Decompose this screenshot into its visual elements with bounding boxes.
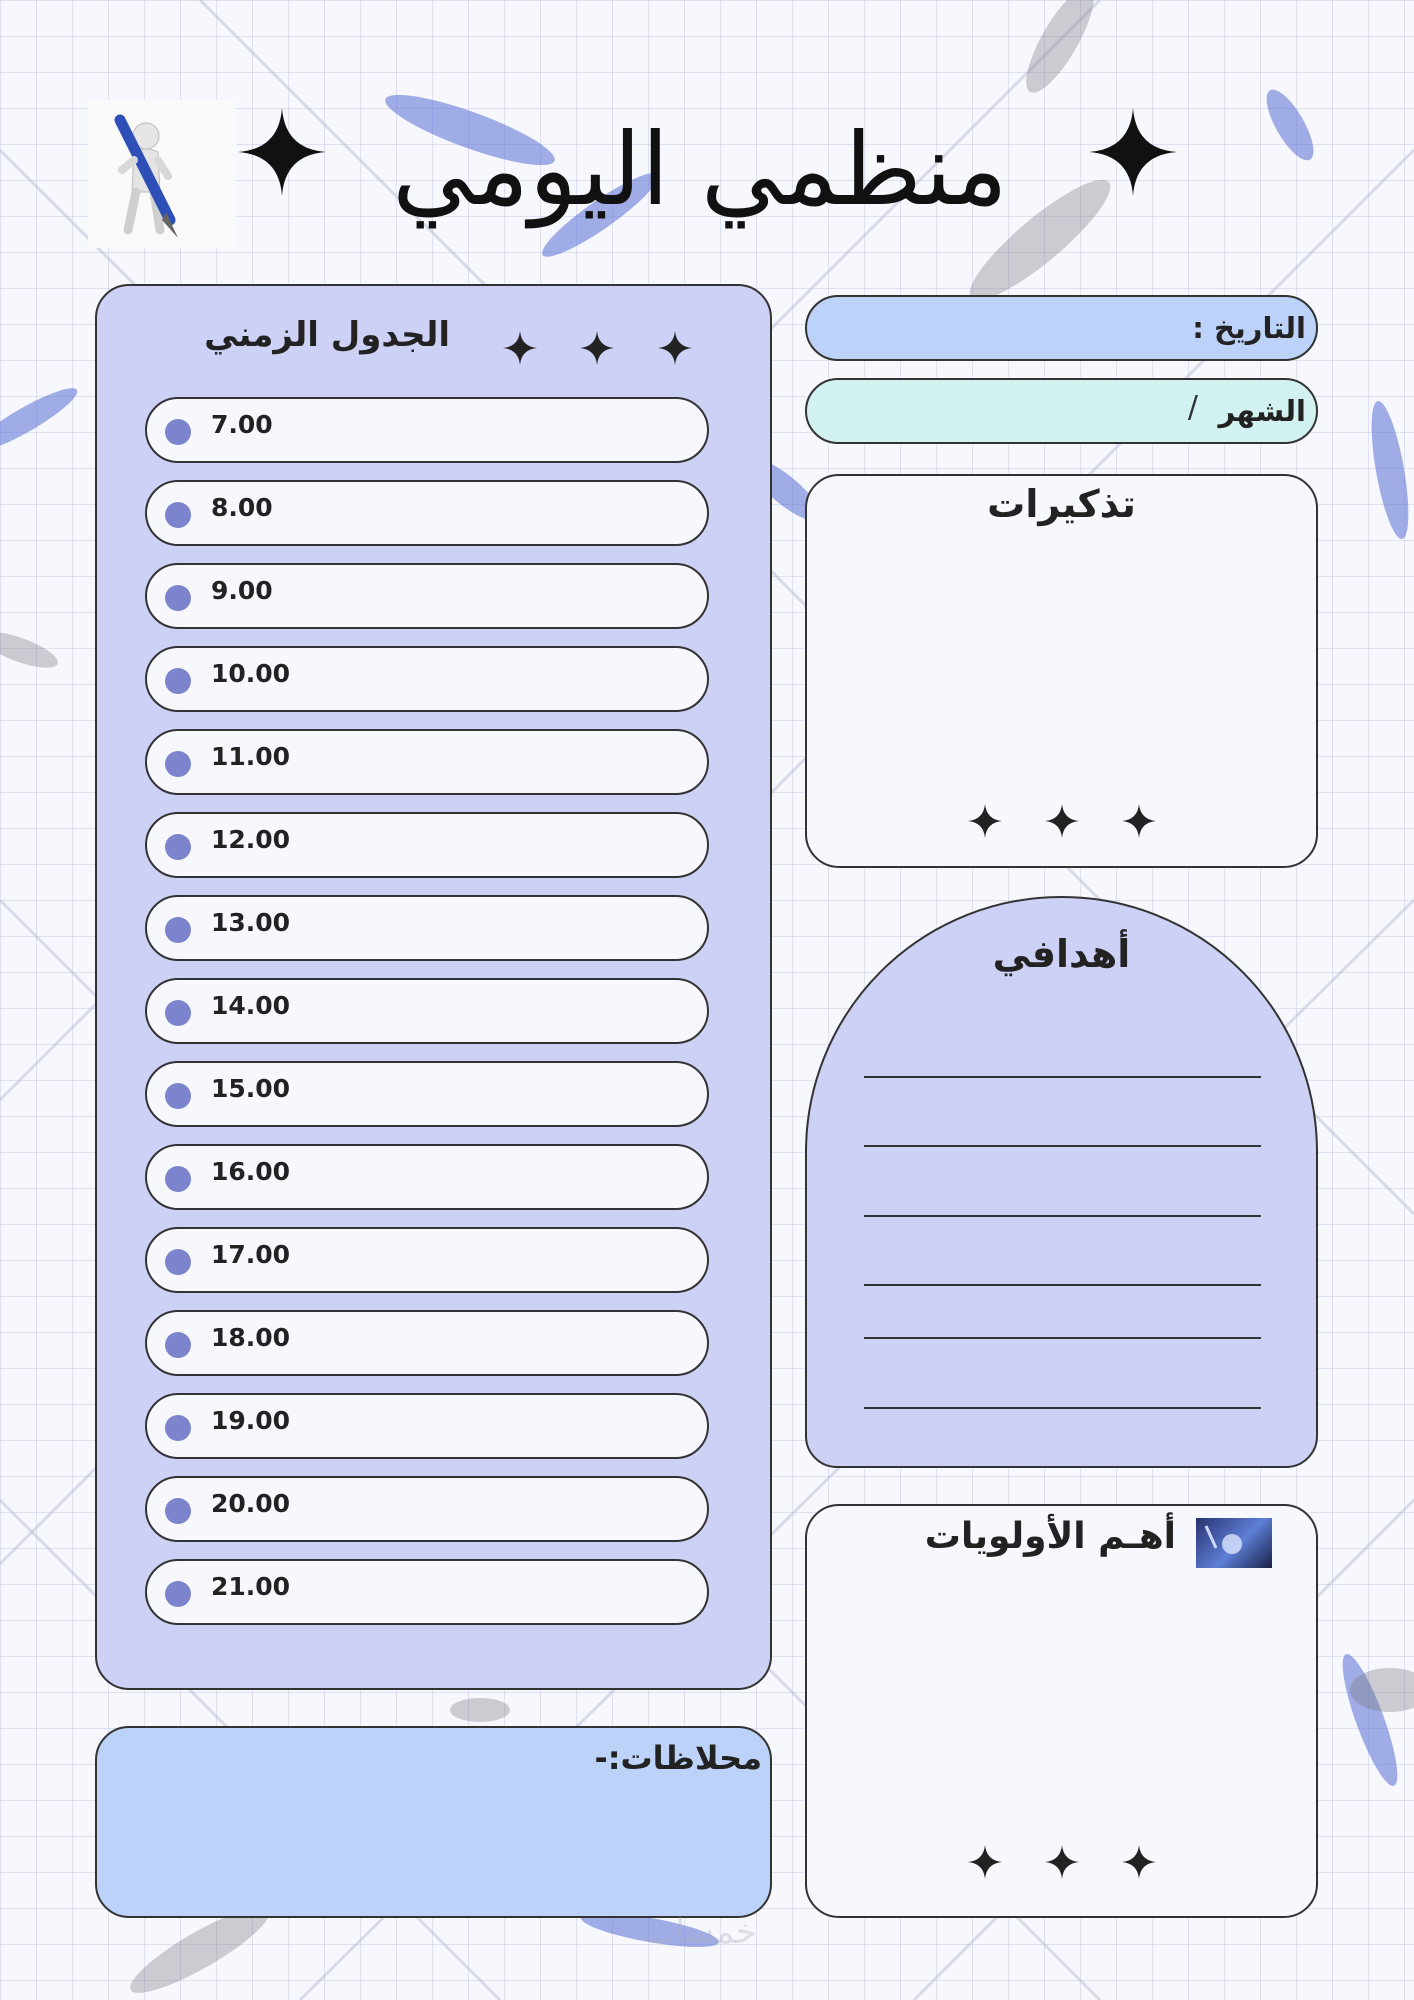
- time-slot[interactable]: [145, 812, 709, 878]
- slot-dot: [165, 1166, 191, 1192]
- sparkle-icon: [1044, 1844, 1080, 1880]
- slot-dot: [165, 585, 191, 611]
- slot-dot: [165, 1000, 191, 1026]
- sparkle-icon: [967, 1844, 1003, 1880]
- goals-title: أهدافي: [992, 932, 1131, 976]
- sparkle-icon: [657, 330, 693, 366]
- time-slot[interactable]: [145, 1393, 709, 1459]
- slot-time: 9.00: [211, 576, 273, 605]
- slot-dot: [165, 1249, 191, 1275]
- date-field[interactable]: [805, 295, 1318, 361]
- time-slot[interactable]: [145, 1227, 709, 1293]
- sparkle-icon: [1044, 803, 1080, 839]
- person-illustration: [88, 100, 236, 248]
- slot-dot: [165, 1332, 191, 1358]
- slot-time: 20.00: [211, 1489, 291, 1518]
- slot-dot: [165, 834, 191, 860]
- sparkle-icon: [967, 803, 1003, 839]
- time-slot[interactable]: [145, 480, 709, 546]
- person-with-pencil-illustration: [88, 100, 236, 248]
- goal-line[interactable]: [864, 1337, 1261, 1339]
- slot-dot: [165, 502, 191, 528]
- goal-line[interactable]: [864, 1076, 1261, 1078]
- priorities-thumbnail: [1196, 1518, 1272, 1568]
- slot-time: 10.00: [211, 659, 291, 688]
- time-slot[interactable]: [145, 1061, 709, 1127]
- notes-label: محلاظات:-: [594, 1739, 762, 1777]
- goal-line[interactable]: [864, 1284, 1261, 1286]
- slot-time: 13.00: [211, 908, 291, 937]
- slot-time: 19.00: [211, 1406, 291, 1435]
- time-slot[interactable]: [145, 1476, 709, 1542]
- time-slot[interactable]: [145, 978, 709, 1044]
- time-slot[interactable]: [145, 646, 709, 712]
- slot-dot: [165, 668, 191, 694]
- time-slot[interactable]: [145, 729, 709, 795]
- slot-time: 18.00: [211, 1323, 291, 1352]
- goal-line[interactable]: [864, 1215, 1261, 1217]
- sparkle-icon: [502, 330, 538, 366]
- slot-dot: [165, 1083, 191, 1109]
- slot-dot: [165, 1498, 191, 1524]
- time-slot[interactable]: [145, 397, 709, 463]
- slot-dot: [165, 917, 191, 943]
- slot-time: 15.00: [211, 1074, 291, 1103]
- slot-time: 12.00: [211, 825, 291, 854]
- slot-time: 16.00: [211, 1157, 291, 1186]
- slot-time: 21.00: [211, 1572, 291, 1601]
- time-slot[interactable]: [145, 563, 709, 629]
- month-label: الشهر: [1218, 394, 1306, 428]
- slot-time: 17.00: [211, 1240, 291, 1269]
- date-label: التاريخ :: [1192, 311, 1306, 345]
- time-slot[interactable]: [145, 1559, 709, 1625]
- month-field[interactable]: [805, 378, 1318, 444]
- slot-time: 14.00: [211, 991, 291, 1020]
- priorities-title: أهـم الأولويات: [924, 1516, 1176, 1557]
- schedule-title: الجدول الزمني: [204, 315, 450, 355]
- slot-time: 8.00: [211, 493, 273, 522]
- sparkle-icon: [1121, 1844, 1157, 1880]
- slot-time: 7.00: [211, 410, 273, 439]
- sparkle-icon: [236, 106, 328, 198]
- slot-dot: [165, 751, 191, 777]
- sparkle-icon: [1121, 803, 1157, 839]
- slot-dot: [165, 419, 191, 445]
- slot-dot: [165, 1415, 191, 1441]
- reminders-title: تذكيرات: [987, 482, 1136, 526]
- watermark: خمسات: [643, 1912, 757, 1952]
- goal-line[interactable]: [864, 1145, 1261, 1147]
- slot-dot: [165, 1581, 191, 1607]
- sparkle-icon: [1087, 106, 1179, 198]
- goals-box[interactable]: [805, 896, 1318, 1468]
- time-slot[interactable]: [145, 1144, 709, 1210]
- goal-line[interactable]: [864, 1407, 1261, 1409]
- month-separator: /: [1187, 390, 1198, 425]
- time-slot[interactable]: [145, 895, 709, 961]
- page-title: منظمي اليومي: [392, 111, 1008, 228]
- sparkle-icon: [579, 330, 615, 366]
- time-slot[interactable]: [145, 1310, 709, 1376]
- slot-time: 11.00: [211, 742, 291, 771]
